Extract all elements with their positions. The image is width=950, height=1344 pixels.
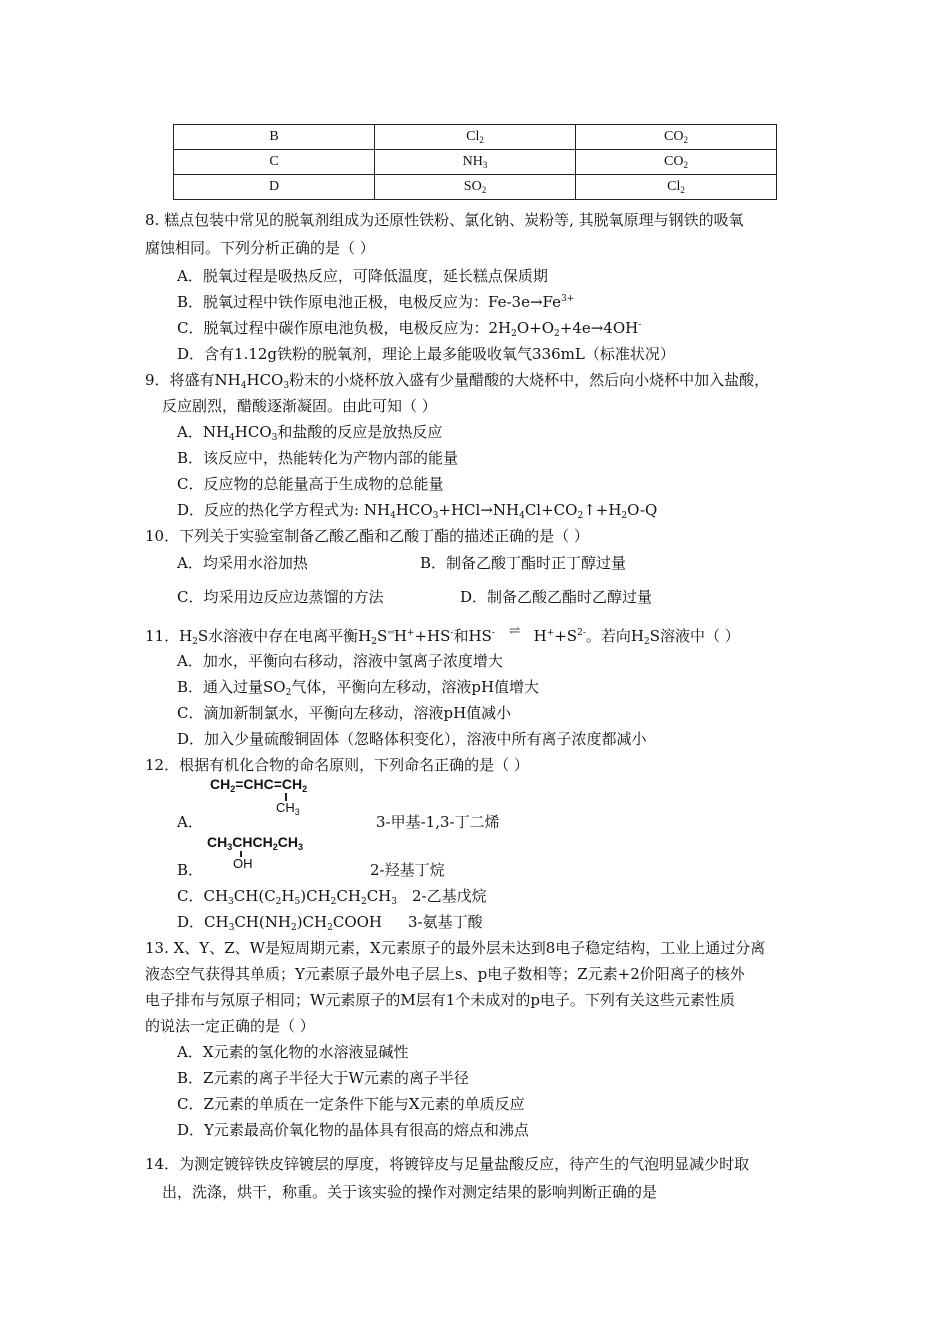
q12-option-a-name: 3-甲基-1,3-丁二烯 [376,813,500,831]
q9-option-d: D．反应的热化学方程式为: $NH_4HCO_3+HCl\to NH_4Cl+CO_2↑+H_2O-Q$ [177,501,658,521]
q11-option-a: A．加水，平衡向右移动，溶液中氢离子浓度增大 [177,652,503,670]
q10-option-a: A．均采用水浴加热 [177,554,308,572]
q8-option-b: B．脱氧过程中铁作原电池正极，电极反应为：$Fe-3e\to Fe^{3+}$ [177,293,575,311]
q11-stem: 11．$H_2S$水溶液中存在电离平衡$H_2S\rightleftharpoons H^++HS^-$和HS- ⇌ $H^++S^{2-}$。若向$H_2S$溶液中（ ） [145,623,740,647]
q12-option-b-name: 2-羟基丁烷 [370,861,445,879]
q10-stem: 10．下列关于实验室制备乙酸乙酯和乙酸丁酯的描述正确的是（ ） [145,527,589,545]
table-row [174,150,777,175]
table-row [174,175,777,200]
table-cell: $CO_2$ [576,125,777,150]
table-cell: $NH_3$ [375,150,576,175]
table-row [174,125,777,150]
q9-stem-line2: 反应剧烈，醋酸逐渐凝固。由此可知（ ） [162,397,437,415]
q13-stem-line4: 的说法一定正确的是（ ） [145,1017,315,1035]
q13-option-a: A．X元素的氢化物的水溶液显碱性 [177,1043,409,1061]
table-cell: C [174,150,375,175]
q12-option-d: D．$CH_3CH(NH_2)CH_2COOH$ [177,913,382,933]
q12-option-b-label: B． [177,861,204,879]
table-cell: $Cl_2$ [576,175,777,200]
q13-option-b: B．Z元素的离子半径大于W元素的离子半径 [177,1069,469,1087]
q9-stem-line1: 9．将盛有$NH_4HCO_3$粉末的小烧杯放入盛有少量醋酸的大烧杯中，然后向小烧杯中加入盐酸， [145,371,770,391]
q12-option-c-name: 2-乙基戊烷 [412,887,487,905]
q12-a-branch: $CH_3$ [276,800,300,817]
q9-option-c: C．反应物的总能量高于生成物的总能量 [177,475,444,493]
options-table [173,124,777,200]
q10-option-c: C．均采用边反应边蒸馏的方法 [177,588,384,606]
equilibrium-arrow-icon: ⇌ [508,623,520,639]
q13-stem-line1: 13. X、Y、Z、W是短周期元素，X元素原子的最外层未达到8电子稳定结构，工业上通过分离 [145,939,766,957]
q12-b-branch: OH [233,856,253,871]
q9-option-b: B．该反应中，热能转化为产物内部的能量 [177,449,459,467]
q12-a-structure: $CH_2=CHC=CH_2$ [210,776,308,794]
table-cell: $SO_2$ [375,175,576,200]
q8-option-a: A．脱氧过程是吸热反应，可降低温度，延长糕点保质期 [177,267,548,285]
q12-option-d-name: 3-氨基丁酸 [408,913,483,931]
table-cell: D [174,175,375,200]
q12-option-a-label: A． [177,813,203,831]
equilibrium-arrow-icon: ⇌ [387,628,394,638]
q11-option-c: C．滴加新制氯水，平衡向左移动，溶液pH值减小 [177,704,512,722]
q8-option-d: D．含有1.12g铁粉的脱氧剂，理论上最多能吸收氧气336mL（标准状况） [177,345,675,363]
q8-stem-line2: 腐蚀相同。下列分析正确的是（ ） [145,239,375,257]
q11-option-b: B．通入过量$SO_2$气体，平衡向左移动，溶液pH值增大 [177,678,540,698]
q9-option-a: A．$NH_4HCO_3$和盐酸的反应是放热反应 [177,423,443,443]
q12-b-structure: $CH_3CHCH_2CH_3$ [207,834,303,852]
q12-stem: 12．根据有机化合物的命名原则，下列命名正确的是（ ） [145,756,529,774]
q12-option-c: C．$CH_3CH(C_2H_5)CH_2CH_2CH_3$ [177,887,397,907]
table-cell: B [174,125,375,150]
q13-stem-line2: 液态空气获得其单质；Y元素原子最外电子层上s、p电子数相等；Z元素+2价阳离子的核外 [145,965,745,983]
q8-option-c: C．脱氧过程中碳作原电池负极，电极反应为：$2H_2O+O_2+4e\to 4OH^-$ [177,319,642,339]
q13-option-d: D．Y元素最高价氧化物的晶体具有很高的熔点和沸点 [177,1121,529,1139]
q10-option-b: B．制备乙酸丁酯时正丁醇过量 [420,554,627,572]
table-cell: $CO_2$ [576,150,777,175]
q14-stem-line1: 14．为测定镀锌铁皮锌镀层的厚度，将镀锌皮与足量盐酸反应，待产生的气泡明显减少时取 [145,1155,750,1173]
table-cell: $Cl_2$ [375,125,576,150]
q14-stem-line2: 出，洗涤，烘干，称重。关于该实验的操作对测定结果的影响判断正确的是 [162,1183,658,1201]
q13-stem-line3: 电子排布与氖原子相同；W元素原子的M层有1个未成对的p电子。下列有关这些元素性质 [145,991,735,1009]
q13-option-c: C．Z元素的单质在一定条件下能与X元素的单质反应 [177,1095,525,1113]
q11-option-d: D．加入少量硫酸铜固体（忽略体积变化），溶液中所有离子浓度都减小 [177,730,647,748]
q8-stem-line1: 8. 糕点包装中常见的脱氧剂组成为还原性铁粉、氯化钠、炭粉等, 其脱氧原理与钢铁的吸氧 [145,211,744,229]
q10-option-d: D．制备乙酸乙酯时乙醇过量 [460,588,653,606]
